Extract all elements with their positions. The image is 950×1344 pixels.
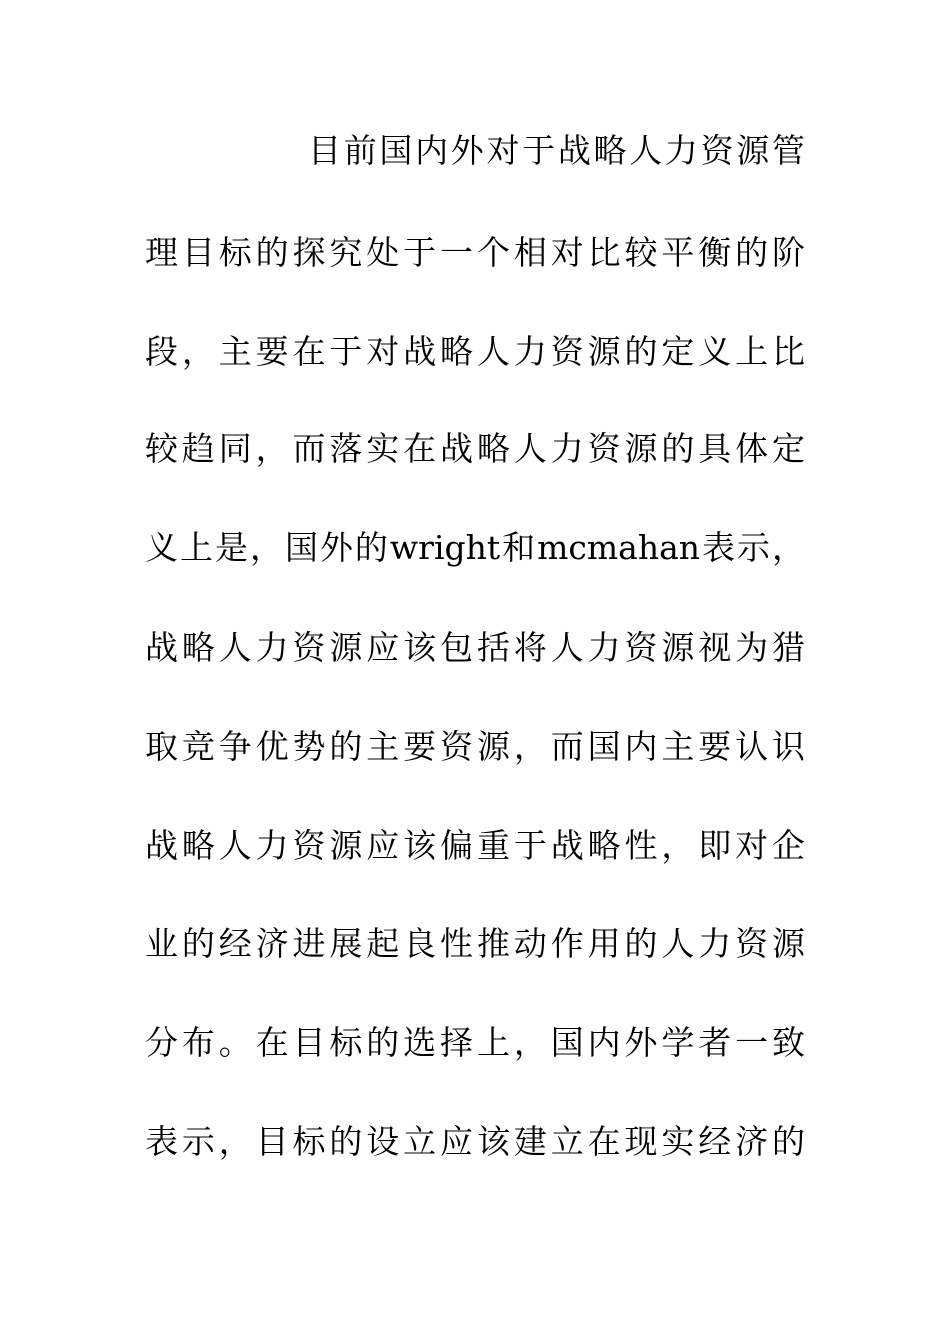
paragraph-line-8: 战略人力资源应该偏重于战略性，即对企 bbox=[145, 826, 805, 865]
paragraph-line-5: 义上是，国外的wright和mcmahan表示， bbox=[145, 528, 805, 567]
paragraph-line-4: 较趋同，而落实在战略人力资源的具体定 bbox=[145, 429, 805, 468]
paragraph-line-3: 段，主要在于对战略人力资源的定义上比 bbox=[145, 332, 805, 371]
paragraph-line-9: 业的经济进展起良性推动作用的人力资源 bbox=[145, 924, 805, 963]
paragraph-line-2: 理目标的探究处于一个相对比较平衡的阶 bbox=[145, 233, 805, 272]
paragraph-line-1: 目前国内外对于战略人力资源管 bbox=[308, 131, 805, 170]
paragraph-line-11: 表示，目标的设立应该建立在现实经济的 bbox=[145, 1122, 805, 1161]
paragraph-line-6: 战略人力资源应该包括将人力资源视为猎 bbox=[145, 628, 805, 667]
paragraph-line-10: 分布。在目标的选择上，国内外学者一致 bbox=[145, 1023, 805, 1062]
paragraph-line-7: 取竞争优势的主要资源，而国内主要认识 bbox=[145, 727, 805, 766]
